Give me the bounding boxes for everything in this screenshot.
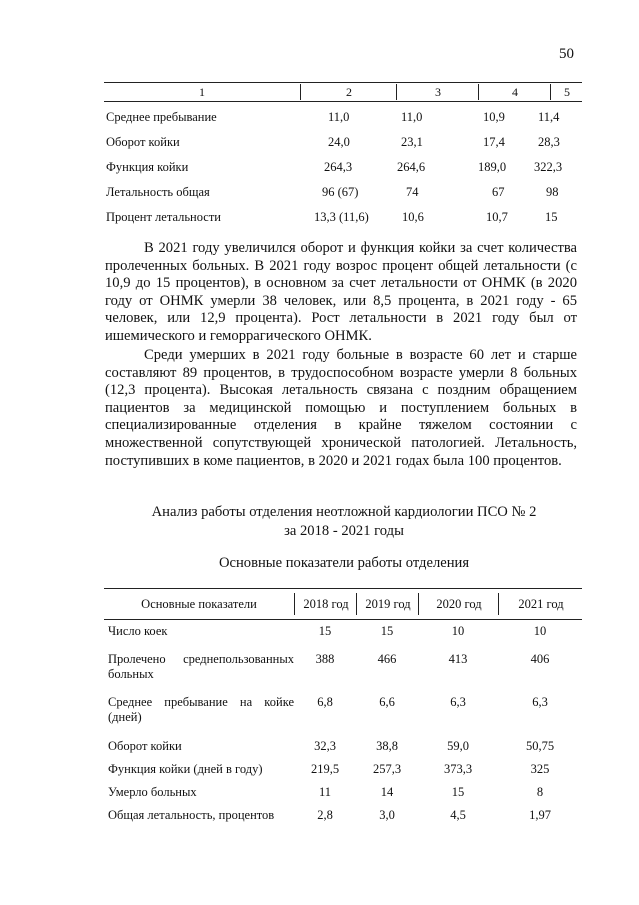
header-cell: 1 [199,85,205,99]
cell: 10,6 [402,210,424,224]
table-2-caption: Основные показатели работы отделения [218,555,470,571]
cell: 11 [318,785,332,799]
cell: 14 [380,785,394,799]
table-row [104,652,582,695]
cell: 11,4 [538,110,560,124]
cell: 15 [451,785,465,799]
cell: 15 [318,624,332,638]
header-cell: 5 [550,84,583,100]
cell: 15 [380,624,394,638]
header-cell: 2 [300,84,397,100]
cell: 189,0 [478,160,507,174]
table-row [104,210,582,235]
cell: 28,3 [538,135,560,149]
table-row [104,624,582,652]
cell: 1,97 [529,808,551,822]
row-label: Оборот койки [108,739,182,753]
cell: 24,0 [328,135,350,149]
table-row [104,160,582,185]
row-label: Среднее пребывание на койке (дней) [108,695,294,724]
header-cell: 4 [478,84,551,100]
header-cell: 2021 год [498,593,583,615]
cell: 406 [530,652,550,666]
cell: 96 (67) [322,185,359,199]
cell: 8 [536,785,544,799]
cell: 6,3 [532,695,548,709]
header-cell: 2020 год [418,593,499,615]
row-label: Процент летальности [106,210,221,224]
table-row [104,785,582,808]
header-cell: 2018 год [294,593,357,615]
cell: 50,75 [525,739,555,753]
row-label: Умерло больных [108,785,197,799]
table-row [104,110,582,135]
cell: 6,6 [379,695,395,709]
table-row [104,739,582,762]
paragraph-1: В 2021 году увеличился оборот и функция койки за счет количества пролеченных больных. В 2021 году возрос процент общей летальности (с 10,9 до 15 процентов), в основном за счет летальности от ОНМК (в 2020 году от ОНМК умерли 38 человек, или 8,5 процента, в 2021 году - 65 человек, или 12,9 процента). Рост летальности в 2021 году был от ишемического и геморрагического ОНМК. [105,240,577,344]
cell: 373,3 [443,762,473,776]
row-label: Летальность общая [106,185,210,199]
cell: 13,3 (11,6) [314,210,369,224]
cell: 257,3 [372,762,402,776]
cell: 98 [546,185,559,199]
cell: 322,3 [534,160,563,174]
table-2 [104,588,582,831]
cell: 264,3 [324,160,353,174]
table-row [104,762,582,785]
cell: 413 [448,652,468,666]
row-label: Пролечено среднепользованных больных [108,652,294,681]
table-2-header [104,588,582,620]
cell: 3,0 [379,808,395,822]
cell: 74 [406,185,419,199]
table-row [104,185,582,210]
header-cell: Основные показатели [141,597,257,611]
page-number: 50 [559,46,574,62]
table-row [104,808,582,831]
cell: 11,0 [328,110,350,124]
paragraph-2: Среди умерших в 2021 году больные в возрасте 60 лет и старше составляют 89 процентов, в трудоспособном возрасте умерли 8 больных (12,3 процента). Высокая летальность связана с поздним обращением пациентов за медицинской помощью и поступлением больных в специализированные отделения в крайне тяжелом состоянии с множественной сопутствующей хронической патологией. Летальность, поступивших в коме пациентов, в 2020 и 2021 годах была 100 процентов. [105,347,577,469]
row-label: Функция койки (дней в году) [108,762,263,776]
cell: 325 [530,762,550,776]
header-cell: 2019 год [356,593,419,615]
cell: 10 [451,624,465,638]
cell: 15 [545,210,558,224]
cell: 10,9 [483,110,505,124]
row-label: Число коек [108,624,168,638]
table-row [104,135,582,160]
table-row [104,695,582,739]
cell: 59,0 [447,739,469,753]
cell: 11,0 [401,110,423,124]
cell: 10,7 [486,210,508,224]
cell: 38,8 [376,739,398,753]
cell: 10 [533,624,547,638]
cell: 32,3 [314,739,336,753]
header-cell: 3 [396,84,479,100]
table-1-header [104,82,582,102]
cell: 6,8 [317,695,333,709]
cell: 6,3 [450,695,466,709]
cell: 264,6 [397,160,426,174]
row-label: Оборот койки [106,135,180,149]
table-1 [104,82,582,235]
section-title-line-2: за 2018 - 2021 годы [284,523,404,539]
cell: 17,4 [483,135,505,149]
section-title-line-1: Анализ работы отделения неотложной кардиологии ПСО № 2 [151,504,537,520]
cell: 23,1 [401,135,423,149]
row-label: Среднее пребывание [106,110,217,124]
cell: 67 [492,185,505,199]
cell: 219,5 [310,762,340,776]
cell: 4,5 [450,808,466,822]
cell: 388 [315,652,335,666]
cell: 466 [377,652,397,666]
cell: 2,8 [317,808,333,822]
row-label: Общая летальность, процентов [108,808,275,822]
row-label: Функция койки [106,160,189,174]
